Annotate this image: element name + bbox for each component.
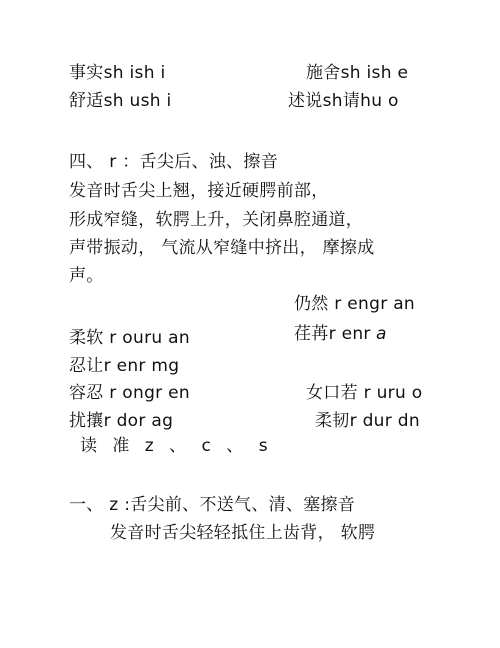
- text-line: 扰攘r dor ag: [69, 411, 174, 431]
- text-line: 荏苒r enr: [294, 324, 371, 344]
- text-line: 声带振动， 气流从窄缝中挤出， 摩擦成: [69, 238, 375, 258]
- text-line: 事实sh ish i: [69, 63, 166, 83]
- text-line: 施舍sh ish e: [306, 63, 409, 83]
- text-line: 柔软 r ouru an: [69, 328, 190, 348]
- text-line: 舒适sh ush i: [69, 91, 172, 111]
- text-line: 发音时舌尖轻轻抵住上齿背， 软腭: [110, 523, 376, 543]
- section-heading: 一、 z :舌尖前、不送气、清、塞擦音: [69, 495, 356, 515]
- text-line: 形成窄缝，软腭上升，关闭鼻腔通道，: [69, 210, 364, 230]
- text-line: 发音时舌尖上翘，接近硬腭前部，: [69, 181, 329, 201]
- text-line: 忍让r enr mg: [69, 356, 180, 376]
- section-heading: 读 准 z 、 c 、 s: [80, 436, 273, 456]
- text-line: a: [376, 324, 387, 344]
- text-line: 仍然 r engr an: [294, 294, 416, 314]
- text-line: 柔韧r dur dn: [315, 411, 420, 431]
- text-line: 容忍 r ongr en: [69, 383, 190, 403]
- section-heading: 四、 r ：舌尖后、浊、擦音: [69, 152, 278, 172]
- text-line: 声。: [69, 266, 104, 286]
- text-line: 女口若 r uru o: [306, 383, 423, 403]
- text-line: 述说sh请hu o: [288, 91, 399, 111]
